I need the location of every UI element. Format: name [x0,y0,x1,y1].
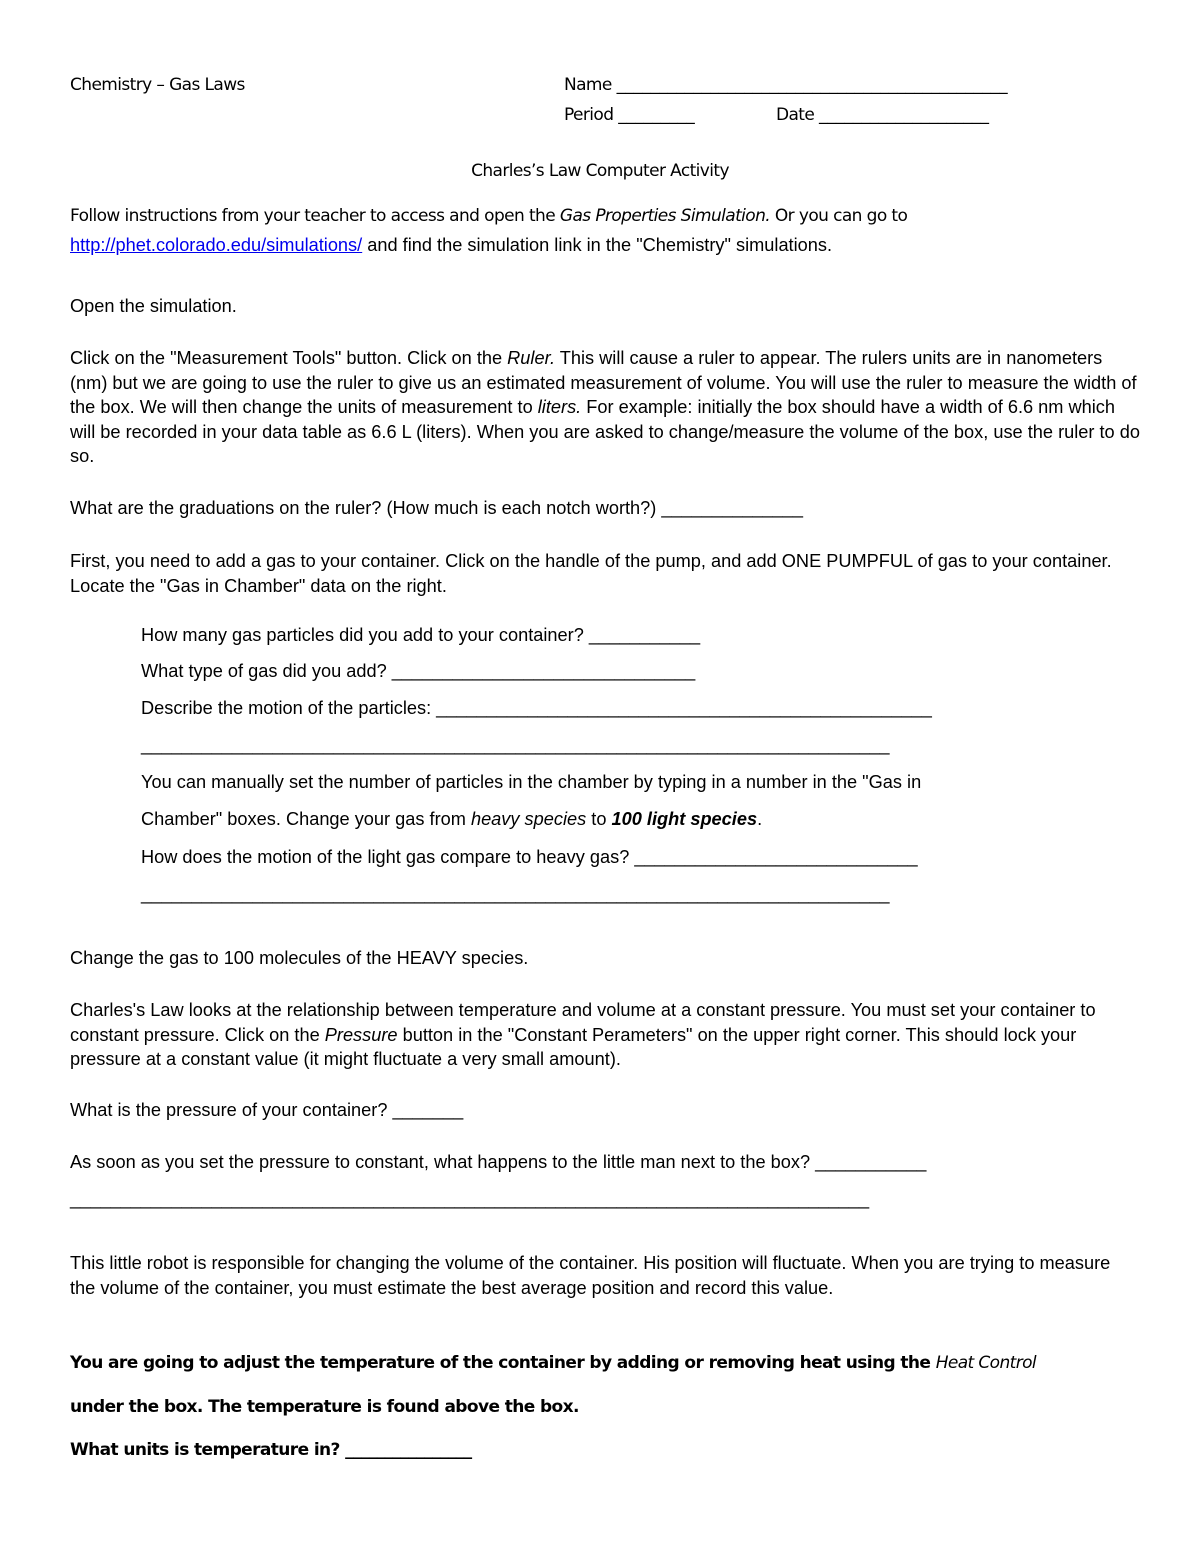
change-heavy-text: Change the gas to 100 molecules of the HEAVY species. [70,948,529,968]
question-gas-type[interactable]: What type of gas did you add? ______________________________ [141,661,696,681]
question-light-vs-heavy[interactable]: How does the motion of the light gas compare to heavy gas? ____________________________ [141,847,918,867]
simulation-name: Gas Properties Simulation. [559,206,771,226]
manual-set-text-line-2 [141,809,762,830]
question-graduations[interactable]: What are the graduations on the ruler? (How much is each notch worth?) ______________ [70,498,804,518]
heat-control-line-2: under the box. The temperature is found above the box. [70,1397,579,1417]
period-blank[interactable]: _________ [618,105,695,125]
ruler-word: Ruler. [507,348,556,368]
liters-word: liters. [537,397,582,417]
name-field [564,75,1008,95]
period-field [564,105,695,125]
date-label: Date [776,105,815,125]
charles-text-b: button in the "Constant Perameters" on the upper right corner. This should lock your pressure at a constant value (it might fluctuate a very small amount). [70,1024,1077,1069]
question-little-man[interactable]: As soon as you set the pressure to constant, what happens to the little man next to the box? ___________ [70,1152,927,1172]
question-particle-motion[interactable]: Describe the motion of the particles: _________________________________________________ [141,698,932,718]
charles-law-paragraph [70,998,1140,1072]
ruler-text-b: This will cause a ruler to appear. The rulers units are in nanometers (nm) but we are going to use the ruler to give us an estimated measurement of volume. You will use the ruler to measure the width of the box. We will then change the units of measurement to [70,348,1137,417]
name-blank[interactable]: ______________________________________________ [616,75,1008,95]
question-pressure[interactable]: What is the pressure of your container? _______ [70,1100,464,1120]
heat-control-word: Heat Control [935,1353,1037,1373]
answer-line-little-man[interactable]: _______________________________________________________________________________ [70,1189,870,1209]
add-gas-paragraph: First, you need to add a gas to your container. Click on the handle of the pump, and add ONE PUMPFUL of gas to your container. Locate the "Gas in Chamber" data on the right. [70,551,1112,596]
ruler-paragraph [70,346,1140,469]
heat-control-line-1 [70,1353,1036,1373]
question-temperature-units[interactable]: What units is temperature in? ________________ [70,1440,472,1460]
manual-text-b3: . [757,809,763,829]
robot-paragraph: This little robot is responsible for changing the volume of the container. His position will fluctuate. When you are trying to measure the volume of the container, you must estimate the best average position and record this value. [70,1253,1111,1298]
page-title: Charles’s Law Computer Activity [471,161,729,181]
manual-text-b2: to [586,809,612,829]
heavy-species-text: heavy species [470,809,587,829]
intro-paragraph [70,202,1140,261]
pressure-word: Pressure [324,1024,398,1045]
date-blank[interactable]: ____________________ [819,105,990,125]
ruler-text-c: For example: initially the box should have a width of 6.6 nm which will be recorded in your data table as 6.6 L (liters). When you are asked to change/measure the volume of the box, use the ruler to do so. [70,397,1140,466]
manual-set-text-line-1: You can manually set the number of particles in the chamber by typing in a number in the "Gas in [141,772,922,792]
ruler-text-a: Click on the "Measurement Tools" button. Click on the [70,348,508,368]
intro-text-2: Or you can go to [770,206,908,226]
manual-text-b1: Chamber" boxes. Change your gas from [141,809,471,829]
light-species-text: 100 light species [611,809,758,829]
question-particles-count[interactable]: How many gas particles did you add to your container? ___________ [141,625,701,645]
answer-line-motion[interactable]: __________________________________________________________________________ [141,735,890,755]
date-field [776,105,989,125]
answer-line-compare[interactable]: __________________________________________________________________________ [141,884,890,904]
open-simulation-text: Open the simulation. [70,296,237,316]
heat-text-a: You are going to adjust the temperature of the container by adding or removing heat using the [70,1353,936,1373]
charles-text-a: Charles's Law looks at the relationship between temperature and volume at a constant pressure. You must set your container to constant pressure. Click on the [70,1000,1096,1045]
intro-text-1: Follow instructions from your teacher to access and open the [70,206,560,226]
phet-link[interactable]: http://phet.colorado.edu/simulations/ [70,235,363,255]
period-label: Period [564,105,614,125]
intro-text-3: and find the simulation link in the "Chemistry" simulations. [362,235,833,255]
name-label: Name [564,75,612,95]
course-title: Chemistry – Gas Laws [70,75,245,95]
